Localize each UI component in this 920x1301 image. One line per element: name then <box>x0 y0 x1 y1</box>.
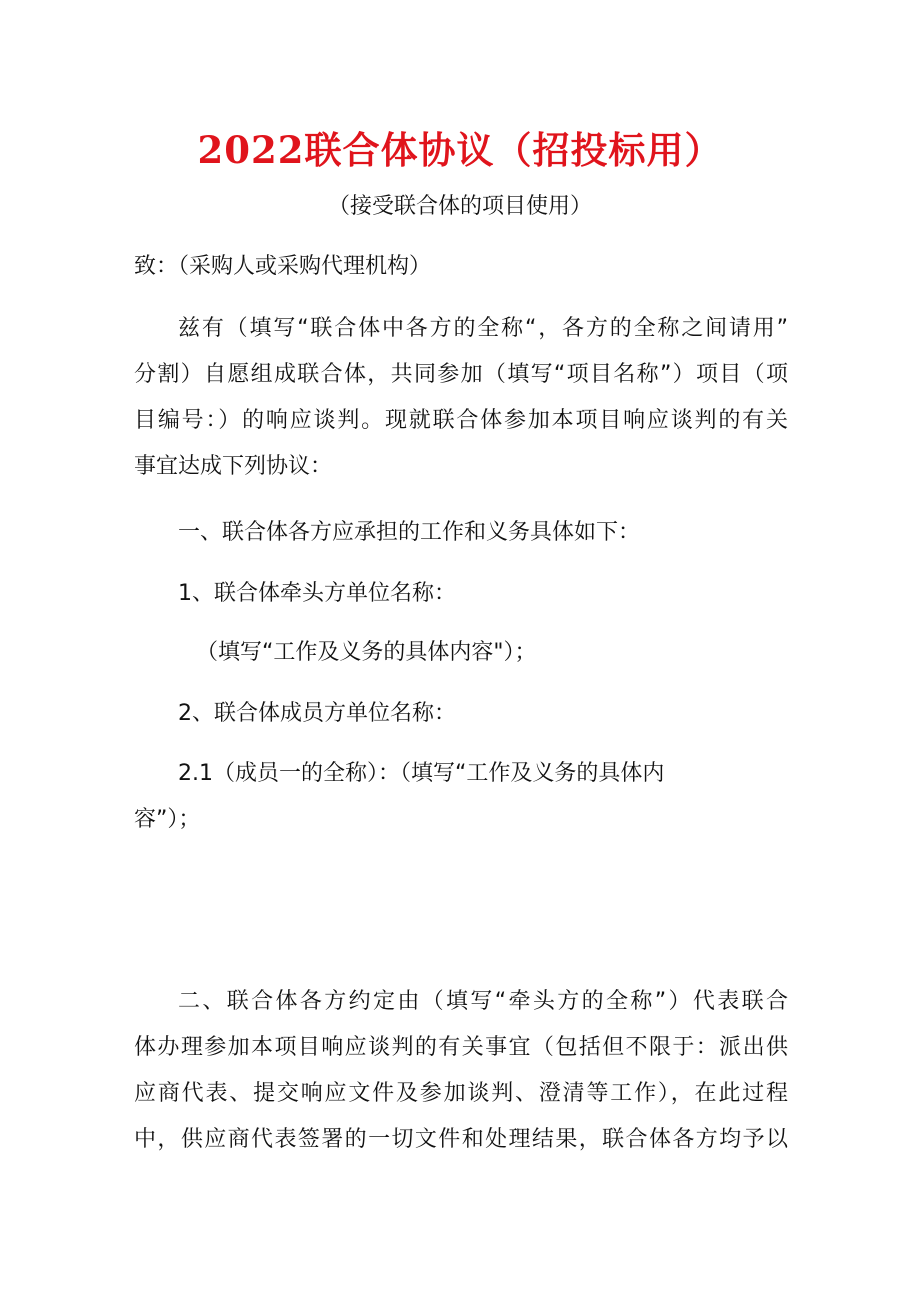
document-subtitle: （接受联合体的项目使用） <box>327 194 592 219</box>
intro-line-2: 分割）自愿组成联合体，共同参加（填写“项目名称”）项目（项 <box>134 362 788 387</box>
intro-line-3: 目编号：）的响应谈判。现就联合体参加本项目响应谈判的有关 <box>134 408 788 433</box>
item-1-content: （填写“工作及义务的具体内容"）； <box>196 640 537 665</box>
section-2-line-3: 应商代表、提交响应文件及参加谈判、澄清等工作），在此过程 <box>134 1081 788 1106</box>
intro-line-1: 兹有（填写“联合体中各方的全称“，各方的全称之间请用” <box>178 316 788 341</box>
section-2-line-1: 二、联合体各方约定由（填写“牵头方的全称”）代表联合 <box>178 989 788 1014</box>
item-1-heading: 1、联合体牵头方单位名称： <box>178 581 456 606</box>
section-1-heading: 一、联合体各方应承担的工作和义务具体如下： <box>178 520 641 545</box>
addressee-line: 致：（采购人或采购代理机构） <box>134 254 432 279</box>
intro-line-4: 事宜达成下列协议： <box>134 454 333 479</box>
document-title: 2022联合体协议（招投标用） <box>197 128 723 172</box>
item-2-1-line-1: 2.1（成员一的全称）：（填写“工作及义务的具体内 <box>178 761 665 786</box>
section-2-line-2: 体办理参加本项目响应谈判的有关事宜（包括但不限于：派出供 <box>134 1035 788 1060</box>
item-2-heading: 2、联合体成员方单位名称： <box>178 701 456 726</box>
section-2-line-4: 中，供应商代表签署的一切文件和处理结果，联合体各方均予以 <box>134 1127 788 1152</box>
item-2-1-line-2: 容”）； <box>134 807 201 832</box>
